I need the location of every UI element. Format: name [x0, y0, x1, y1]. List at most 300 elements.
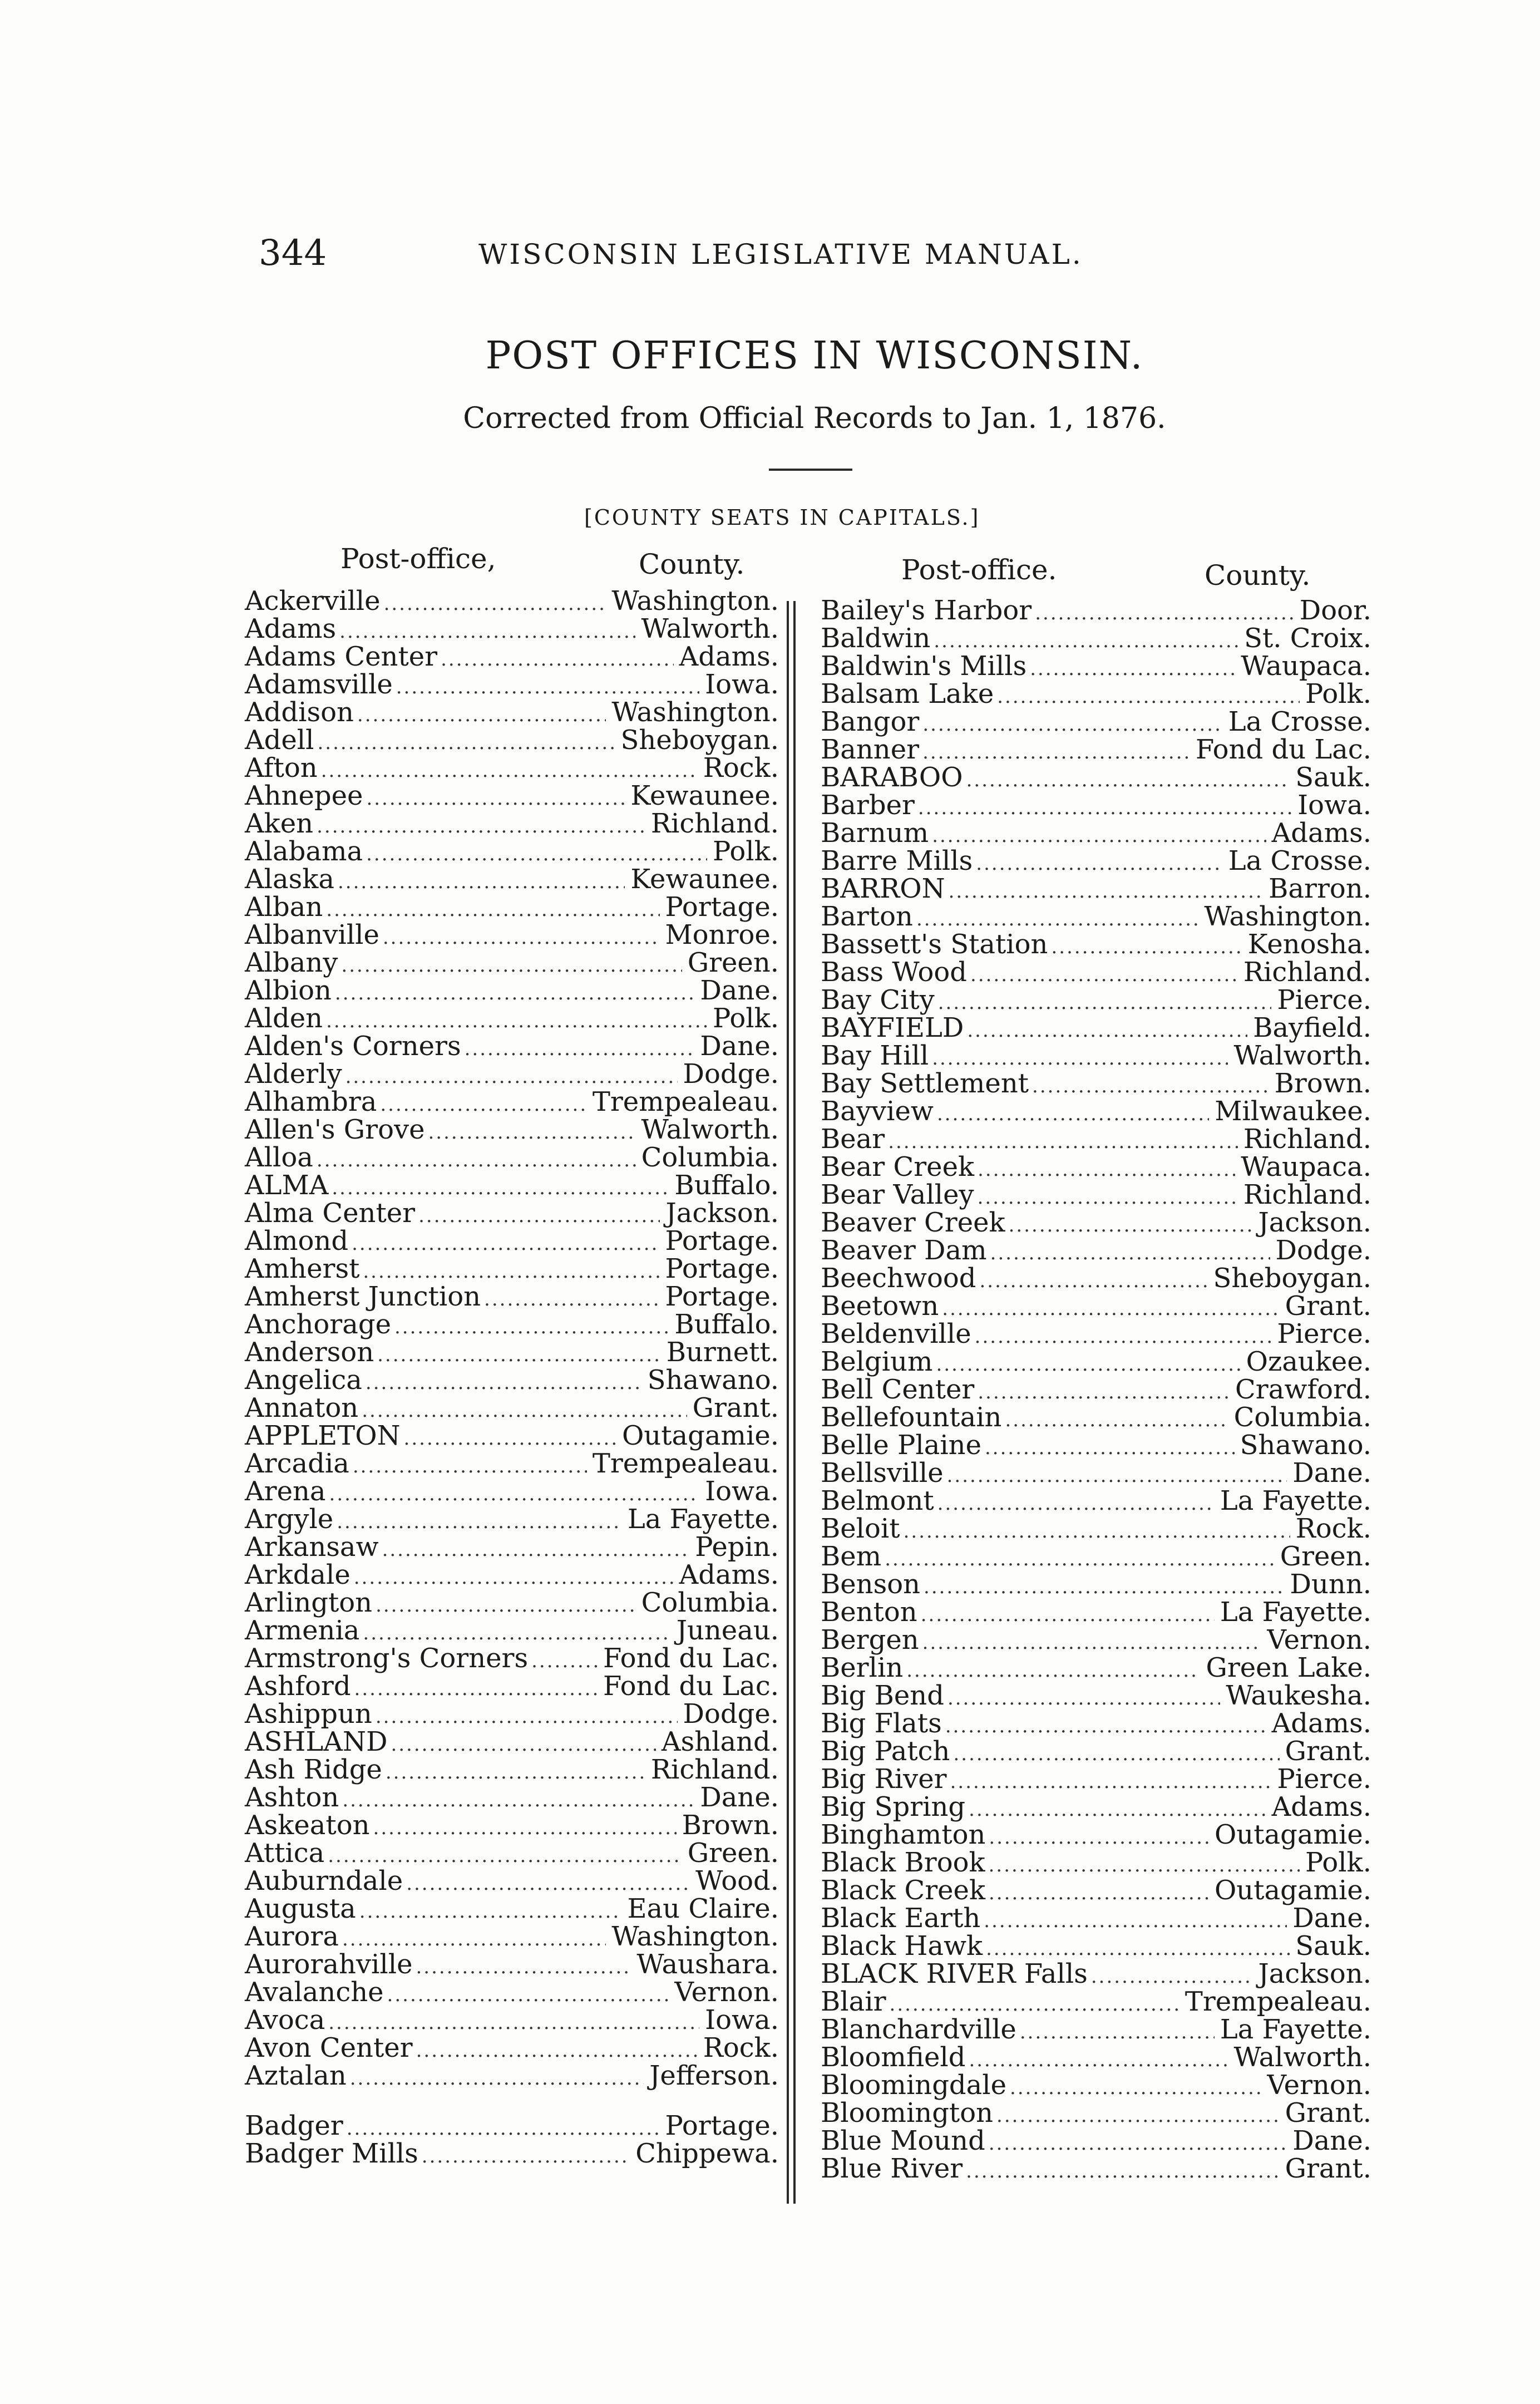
list-item	[821, 1876, 1371, 1904]
county-name: Sauk.	[1295, 1930, 1371, 1962]
post-office-name: Big Patch	[821, 1736, 950, 1767]
dot-leader	[937, 1490, 1215, 1518]
county-name: Eau Claire.	[627, 1893, 779, 1924]
dot-leader	[465, 1035, 695, 1063]
post-office-name: Bassett's Station	[821, 929, 1048, 960]
post-office-name: Barre Mills	[821, 845, 973, 876]
post-office-name: Arlington	[245, 1587, 373, 1618]
county-name: Crawford.	[1235, 1374, 1371, 1405]
list-item	[245, 1199, 779, 1227]
post-office-name: Benton	[821, 1597, 917, 1628]
county-name: Portage.	[665, 1225, 779, 1257]
dot-leader	[354, 1675, 598, 1703]
list-item	[245, 2062, 779, 2090]
post-office-name: Berlin	[821, 1652, 904, 1683]
county-name: Richland.	[650, 808, 779, 839]
list-item	[245, 698, 779, 726]
list-item	[821, 1070, 1371, 1097]
post-office-name: Beaver Creek	[821, 1207, 1005, 1238]
dot-leader	[932, 822, 1266, 850]
dot-leader	[978, 1378, 1230, 1406]
post-office-name: Askeaton	[245, 1810, 370, 1841]
list-item	[245, 2006, 779, 2034]
county-name: St. Croix.	[1244, 623, 1371, 654]
list-item	[821, 903, 1371, 930]
post-office-name: Amherst Junction	[245, 1281, 481, 1312]
column-divider	[787, 601, 789, 2204]
post-office-name: Bay Settlement	[821, 1068, 1029, 1099]
post-office-name: Adams Center	[245, 641, 438, 672]
list-item	[245, 949, 779, 977]
county-name: Richland.	[1243, 1124, 1371, 1155]
county-name: Chippewa.	[635, 2138, 779, 2169]
dot-leader	[938, 989, 1272, 1017]
post-office-name: Ackerville	[245, 585, 381, 617]
post-office-name: Adell	[245, 725, 314, 756]
county-name: Waukesha.	[1226, 1680, 1371, 1711]
list-item	[821, 875, 1371, 903]
list-item	[245, 1895, 779, 1923]
county-name: Dodge.	[683, 1058, 779, 1090]
post-office-name: Baldwin	[821, 623, 931, 654]
county-name: Portage.	[665, 1281, 779, 1312]
dot-leader	[357, 701, 606, 729]
post-office-name: Auburndale	[245, 1865, 403, 1896]
post-office-name: Afton	[245, 752, 318, 784]
list-item	[245, 1366, 779, 1394]
dot-leader	[978, 1156, 1235, 1184]
list-item	[245, 1533, 779, 1561]
dot-leader	[317, 1146, 636, 1174]
county-name: La Fayette.	[627, 1504, 779, 1535]
list-item	[821, 1988, 1371, 2016]
county-name: Jackson.	[1258, 1958, 1371, 1989]
list-item	[245, 587, 779, 615]
post-office-name: BARRON	[821, 873, 945, 904]
list-item	[821, 1515, 1371, 1543]
dot-leader	[942, 1295, 1279, 1323]
county-name: Dodge.	[1275, 1235, 1371, 1266]
post-office-name: Beechwood	[821, 1263, 976, 1294]
post-office-name: Barber	[821, 790, 915, 821]
section-gap	[245, 2090, 779, 2112]
post-office-name: Barton	[821, 901, 913, 932]
list-item	[821, 1459, 1371, 1487]
list-item	[245, 1477, 779, 1505]
county-name: Richland.	[1243, 1179, 1371, 1210]
post-office-name: Annaton	[245, 1392, 359, 1423]
dot-leader	[984, 1907, 1287, 1935]
post-office-name: Almond	[245, 1225, 349, 1257]
county-name: Richland.	[650, 1754, 779, 1785]
county-name: Pierce.	[1277, 984, 1371, 1016]
dot-leader	[366, 785, 625, 812]
list-item	[821, 847, 1371, 875]
post-office-name: Allen's Grove	[245, 1114, 425, 1145]
list-item	[821, 2071, 1371, 2099]
post-office-name: Barnum	[821, 817, 929, 849]
list-item	[821, 986, 1371, 1014]
list-item	[821, 597, 1371, 624]
county-name: Jackson.	[665, 1198, 779, 1229]
left-column	[245, 587, 779, 2167]
post-office-name: Big River	[821, 1763, 947, 1795]
list-item	[245, 1060, 779, 1088]
dot-leader	[945, 1712, 1266, 1740]
county-name: Jefferson.	[649, 2060, 779, 2091]
list-item	[821, 1682, 1371, 1710]
post-office-name: Alaska	[245, 864, 334, 895]
county-name: Walworth.	[1233, 2042, 1371, 2073]
list-item	[821, 1626, 1371, 1654]
list-item	[821, 1014, 1371, 1042]
dot-leader	[921, 1601, 1215, 1629]
post-office-name: APPLETON	[245, 1420, 401, 1451]
dot-leader	[337, 1508, 622, 1536]
right-column	[821, 597, 1371, 2183]
list-item	[821, 1543, 1371, 1570]
list-item	[821, 1487, 1371, 1515]
dot-leader	[383, 924, 660, 952]
county-name: Green.	[687, 947, 779, 978]
list-item	[245, 1811, 779, 1839]
county-name: Dunn.	[1290, 1569, 1371, 1600]
post-office-name: Argyle	[245, 1504, 334, 1535]
list-item	[245, 782, 779, 810]
county-name: Walworth.	[641, 613, 779, 644]
county-name: Ozaukee.	[1246, 1346, 1371, 1377]
list-item	[821, 1904, 1371, 1932]
dot-leader	[975, 1323, 1272, 1351]
dot-leader	[904, 1518, 1290, 1545]
list-item	[821, 2127, 1371, 2155]
post-office-name: Attica	[245, 1838, 325, 1869]
post-office-name: Amherst	[245, 1253, 360, 1284]
post-office-name: Bailey's Harbor	[821, 595, 1032, 626]
list-item	[821, 1821, 1371, 1849]
list-item	[821, 1654, 1371, 1682]
county-name: Washington.	[1204, 901, 1371, 932]
county-name: Washington.	[611, 585, 779, 617]
list-item	[245, 1505, 779, 1533]
list-item	[821, 652, 1371, 680]
post-office-name: Belle Plaine	[821, 1430, 981, 1461]
post-office-name: Beloit	[821, 1513, 900, 1544]
list-item	[245, 977, 779, 1004]
county-name: Sheboygan.	[620, 725, 779, 756]
dot-leader	[354, 1564, 674, 1592]
right-header-post-office: Post-office.	[901, 554, 1057, 586]
county-name: Vernon.	[1267, 1624, 1371, 1656]
dot-leader	[976, 850, 1222, 878]
county-name: Brown.	[1274, 1068, 1371, 1099]
dot-leader	[531, 1647, 598, 1675]
post-office-name: Alabama	[245, 836, 363, 867]
post-office-name: Black Hawk	[821, 1930, 983, 1962]
dot-leader	[989, 1879, 1209, 1907]
county-name: Washington.	[611, 1921, 779, 1952]
list-item	[821, 680, 1371, 708]
list-item	[245, 1116, 779, 1144]
post-office-name: Arcadia	[245, 1448, 349, 1479]
right-header-county: County.	[1205, 559, 1311, 592]
list-item	[821, 1431, 1371, 1459]
county-name: Bayfield.	[1253, 1012, 1371, 1043]
county-name: Polk.	[1305, 678, 1371, 710]
list-item	[821, 1765, 1371, 1793]
post-office-name: Alden's Corners	[245, 1031, 461, 1062]
dot-leader	[989, 1824, 1209, 1851]
list-item	[245, 1311, 779, 1338]
county-name: Buffalo.	[674, 1309, 779, 1340]
post-office-name: Black Brook	[821, 1847, 985, 1878]
list-item	[245, 1394, 779, 1422]
list-item	[821, 1793, 1371, 1821]
list-item	[245, 1867, 779, 1895]
list-item	[821, 708, 1371, 736]
list-item	[245, 1923, 779, 1950]
post-office-name: Bear Valley	[821, 1179, 974, 1210]
list-item	[821, 958, 1371, 986]
county-name: Kewaunee.	[630, 864, 779, 895]
dot-leader	[1030, 655, 1235, 683]
post-office-name: Black Creek	[821, 1875, 986, 1906]
dot-leader	[350, 2065, 644, 2092]
list-item	[245, 1422, 779, 1450]
county-name: Dodge.	[683, 1698, 779, 1730]
list-item	[245, 1283, 779, 1311]
county-name: Fond du Lac.	[1195, 734, 1371, 765]
list-item	[821, 1153, 1371, 1181]
dot-leader	[386, 1758, 645, 1786]
county-name: Washington.	[611, 697, 779, 728]
county-name: Rock.	[703, 752, 779, 784]
list-item	[821, 1348, 1371, 1376]
list-item	[245, 1950, 779, 1978]
list-item	[245, 893, 779, 921]
county-name: Adams.	[679, 1559, 779, 1590]
list-item	[821, 1403, 1371, 1431]
county-name: Polk.	[713, 1003, 779, 1034]
post-office-name: Anderson	[245, 1337, 374, 1368]
left-header-post-office: Post-office,	[340, 543, 496, 575]
post-office-name: Adamsville	[245, 669, 393, 700]
post-office-name: ALMA	[245, 1170, 329, 1201]
list-item	[821, 1710, 1371, 1737]
post-office-name: Beetown	[821, 1290, 939, 1322]
page-subtitle: Corrected from Official Records to Jan. 1, 1876.	[463, 402, 1166, 435]
post-office-name: Bellsville	[821, 1457, 944, 1489]
county-name: Dane.	[700, 975, 779, 1006]
county-name: Polk.	[713, 836, 779, 867]
dot-leader	[937, 1100, 1209, 1128]
list-item	[245, 1004, 779, 1032]
post-office-name: Badger Mills	[245, 2138, 418, 2169]
county-name: Trempealeau.	[592, 1448, 779, 1479]
post-office-name: Alden	[245, 1003, 323, 1034]
post-office-name: Blue River	[821, 2153, 963, 2184]
list-item	[821, 763, 1371, 791]
dot-leader	[996, 2102, 1280, 2130]
list-item	[245, 1700, 779, 1728]
post-office-name: Ahnepee	[245, 780, 363, 811]
post-office-name: Banner	[821, 734, 920, 765]
dot-leader	[318, 729, 615, 757]
county-name: Green Lake.	[1206, 1652, 1371, 1683]
list-item	[821, 1570, 1371, 1598]
post-office-name: Big Spring	[821, 1791, 966, 1822]
post-office-name: Aken	[245, 808, 314, 839]
dot-leader	[918, 794, 1292, 822]
dot-leader	[1020, 2018, 1215, 2046]
post-office-name: Bass Wood	[821, 957, 968, 988]
list-item	[821, 1209, 1371, 1237]
list-item	[245, 1589, 779, 1617]
post-office-name: Armstrong's Corners	[245, 1643, 529, 1674]
county-name: Dane.	[700, 1782, 779, 1813]
post-office-name: BAYFIELD	[821, 1012, 964, 1043]
county-name: Green.	[1280, 1541, 1371, 1572]
post-office-name: Black Earth	[821, 1903, 981, 1934]
county-name: Portage.	[665, 891, 779, 923]
post-office-name: Ash Ridge	[245, 1754, 382, 1785]
county-name: Grant.	[692, 1392, 779, 1423]
dot-leader	[391, 1731, 655, 1758]
county-name: La Fayette.	[1220, 1597, 1371, 1628]
list-item	[821, 2155, 1371, 2183]
county-name: Iowa.	[705, 669, 779, 700]
dot-leader	[394, 1313, 669, 1341]
county-name: Outagamie.	[1214, 1875, 1371, 1906]
list-item	[245, 1784, 779, 1811]
left-header-county: County.	[639, 548, 745, 580]
post-office-name: Bloomingdale	[821, 2070, 1007, 2101]
post-office-name: Big Flats	[821, 1708, 942, 1739]
list-item	[245, 671, 779, 698]
county-name: Buffalo.	[674, 1170, 779, 1201]
post-office-name: Benson	[821, 1569, 921, 1600]
list-item	[245, 726, 779, 754]
county-name: Fond du Lac.	[603, 1643, 779, 1674]
dot-leader	[967, 1017, 1247, 1045]
county-name: Grant.	[1285, 1290, 1371, 1322]
county-name: Iowa.	[705, 2004, 779, 2036]
post-office-name: Alhambra	[245, 1086, 377, 1117]
dot-leader	[966, 766, 1290, 794]
dot-leader	[404, 1425, 616, 1452]
county-name: Vernon.	[1267, 2070, 1371, 2101]
county-name: Adams.	[1271, 1708, 1371, 1739]
county-name: Pepin.	[695, 1531, 779, 1563]
post-office-name: Alloa	[245, 1142, 313, 1173]
dot-leader	[335, 979, 694, 1007]
list-item	[821, 1849, 1371, 1876]
county-name: Juneau.	[676, 1615, 779, 1646]
post-office-name: Avoca	[245, 2004, 325, 2036]
county-name: Outagamie.	[621, 1420, 779, 1451]
post-office-name: Armenia	[245, 1615, 360, 1646]
list-item	[245, 1756, 779, 1784]
dot-leader	[922, 711, 1222, 738]
post-office-name: Arkansaw	[245, 1531, 379, 1563]
dot-leader	[353, 1452, 587, 1480]
post-office-name: Bay Hill	[821, 1040, 929, 1071]
county-name: Kenosha.	[1247, 929, 1371, 960]
post-office-name: Augusta	[245, 1893, 356, 1924]
post-office-name: Belgium	[821, 1346, 933, 1377]
county-name: Portage.	[665, 2110, 779, 2141]
post-office-name: Big Bend	[821, 1680, 944, 1711]
county-name: La Fayette.	[1220, 2014, 1371, 2045]
county-name: Fond du Lac.	[603, 1671, 779, 1702]
post-office-name: Aurora	[245, 1921, 339, 1952]
dot-leader	[373, 1814, 677, 1842]
dot-leader	[422, 2142, 630, 2170]
list-item	[821, 791, 1371, 819]
dot-leader	[317, 812, 645, 840]
dot-leader	[428, 1119, 635, 1146]
post-office-name: Ashippun	[245, 1698, 372, 1730]
list-item	[245, 810, 779, 838]
dot-leader	[418, 1202, 660, 1230]
page-number: 344	[259, 233, 327, 274]
dot-leader	[1010, 2074, 1261, 2102]
county-name: Dane.	[1292, 2125, 1371, 2156]
county-name: Trempealeau.	[1184, 1986, 1371, 2017]
county-name: Dane.	[1292, 1457, 1371, 1489]
post-office-name: Bell Center	[821, 1374, 975, 1405]
county-name: La Crosse.	[1228, 845, 1371, 876]
post-office-name: Alma Center	[245, 1198, 416, 1229]
post-office-name: Badger	[245, 2110, 343, 2141]
dot-leader	[885, 1545, 1275, 1573]
post-office-name: Bellefountain	[821, 1402, 1002, 1433]
list-item	[245, 1144, 779, 1171]
county-name: Door.	[1299, 595, 1371, 626]
list-item	[245, 1255, 779, 1283]
post-office-name: Bloomington	[821, 2097, 994, 2129]
list-item	[245, 1644, 779, 1672]
county-name: Waupaca.	[1241, 651, 1371, 682]
list-item	[821, 1598, 1371, 1626]
post-office-name: Baldwin's Mills	[821, 651, 1027, 682]
dot-leader	[359, 1898, 622, 1925]
post-office-name: Blue Mound	[821, 2125, 985, 2156]
dot-leader	[366, 1369, 642, 1397]
county-name: Columbia.	[1233, 1402, 1371, 1433]
county-name: Barron.	[1268, 873, 1371, 904]
list-item	[821, 2043, 1371, 2071]
post-office-name: Aurorahville	[245, 1949, 413, 1980]
county-name: Shawano.	[1240, 1430, 1371, 1461]
list-item	[245, 615, 779, 643]
list-item	[245, 1227, 779, 1255]
county-name: Richland.	[1243, 957, 1371, 988]
post-office-name: Bangor	[821, 706, 920, 737]
list-item	[245, 1728, 779, 1756]
list-item	[245, 1839, 779, 1867]
county-name: Monroe.	[665, 919, 779, 950]
county-name: Sauk.	[1295, 762, 1371, 793]
list-item	[821, 1960, 1371, 1988]
county-name: Walworth.	[1233, 1040, 1371, 1071]
county-name: Waupaca.	[1241, 1151, 1371, 1183]
post-office-name: Albion	[245, 975, 332, 1006]
county-name: Kewaunee.	[630, 780, 779, 811]
dot-leader	[950, 1768, 1272, 1796]
dot-leader	[384, 590, 606, 618]
dot-leader	[969, 2046, 1228, 2074]
